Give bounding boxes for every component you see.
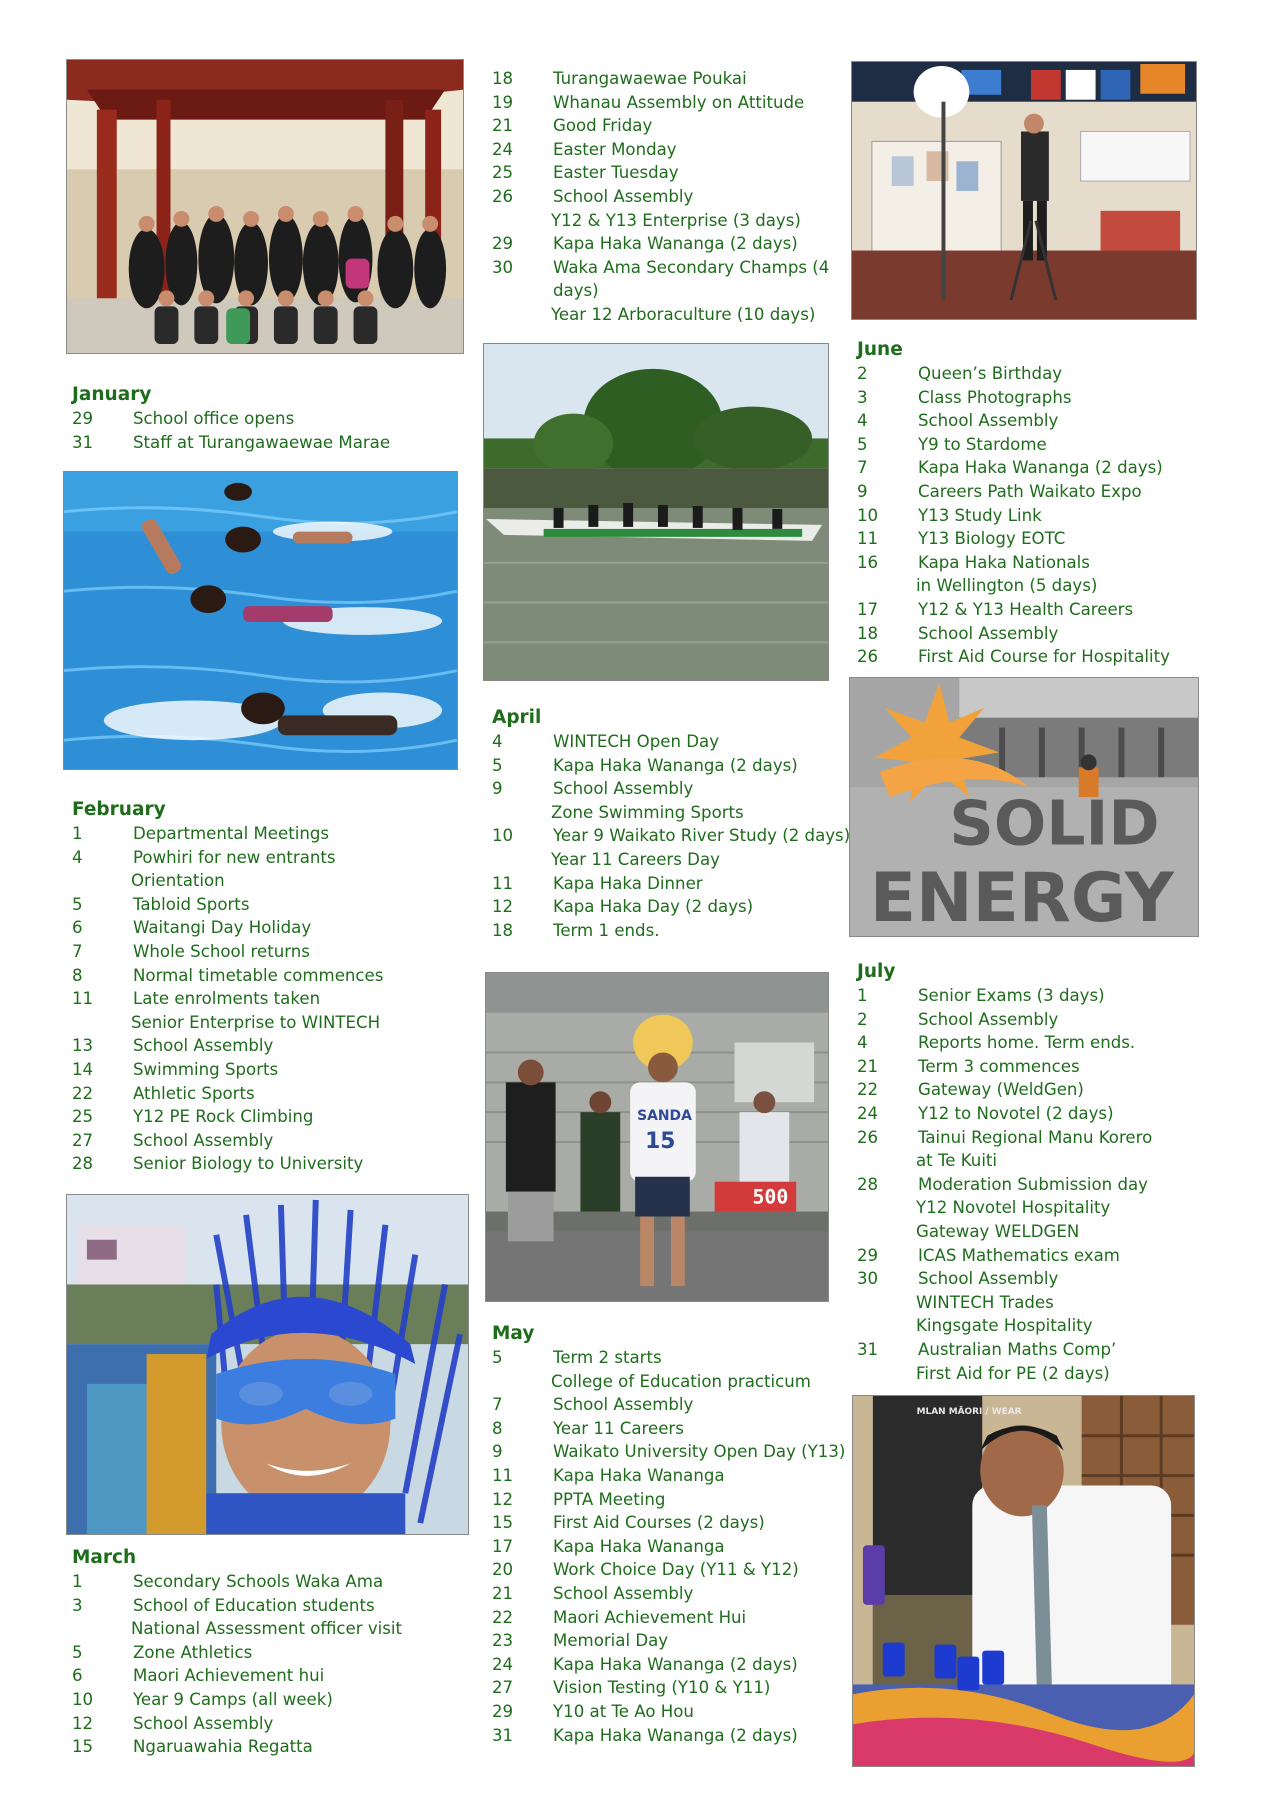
event-text: Careers Path Waikato Expo — [918, 481, 1142, 501]
event-row — [492, 67, 832, 91]
event-row — [72, 964, 452, 988]
event-text: School Assembly — [553, 779, 694, 799]
event-row — [857, 1220, 1217, 1244]
event-text: Normal timetable commences — [133, 965, 384, 985]
event-row — [72, 869, 452, 893]
event-text: Whanau Assembly on Attitude — [553, 92, 805, 112]
event-text: Late enrolments taken — [133, 989, 321, 1009]
month-title-may: May — [492, 1323, 535, 1344]
event-row — [492, 232, 832, 256]
event-day: 3 — [72, 1595, 83, 1615]
event-text: Kapa Haka Wananga (2 days) — [553, 1725, 798, 1745]
event-day: 19 — [492, 92, 514, 112]
event-day: 29 — [857, 1245, 879, 1265]
event-day: 7 — [492, 1395, 503, 1415]
event-text: Whole School returns — [133, 941, 310, 961]
event-row — [72, 916, 452, 940]
event-text: First Aid Course for Hospitality — [918, 647, 1170, 667]
event-day: 25 — [492, 163, 514, 183]
event-day: 2 — [857, 364, 868, 383]
event-day: 12 — [492, 1489, 514, 1509]
july-section — [857, 960, 1217, 1385]
event-row — [492, 1535, 832, 1559]
event-row — [857, 362, 1217, 386]
event-row — [492, 730, 832, 754]
event-row — [72, 1152, 452, 1176]
shirt-number: 15 — [645, 1128, 676, 1154]
event-text: Easter Monday — [553, 139, 677, 159]
event-day: 22 — [857, 1080, 879, 1100]
event-text: Y9 to Stardome — [918, 434, 1047, 454]
event-text: Ngaruawahia Regatta — [133, 1737, 313, 1757]
event-row — [492, 256, 832, 280]
event-text: Queen’s Birthday — [918, 364, 1063, 383]
event-text: Waka Ama Secondary Champs (4 — [553, 257, 830, 277]
event-text: Gateway (WeldGen) — [918, 1080, 1084, 1100]
month-title-july: July — [857, 961, 896, 982]
event-text: Kapa Haka Wananga (2 days) — [553, 755, 798, 775]
event-row — [857, 551, 1217, 575]
event-day: 15 — [492, 1513, 514, 1533]
event-text: Kapa Haka Wananga (2 days) — [553, 234, 798, 254]
event-row — [857, 598, 1217, 622]
event-text: Term 3 commences — [918, 1056, 1080, 1076]
solid-energy-logo-photo — [849, 677, 1199, 937]
event-text: School Assembly — [918, 623, 1059, 643]
event-row — [492, 824, 851, 848]
event-text: Y12 PE Rock Climbing — [133, 1107, 314, 1127]
event-row — [72, 1712, 472, 1736]
march-continued-events — [492, 67, 832, 327]
event-text: Kapa Haka Wananga — [553, 1465, 725, 1485]
event-day: 15 — [72, 1737, 94, 1757]
swimming-photo — [63, 471, 458, 770]
event-text: Easter Tuesday — [553, 163, 679, 183]
event-row — [857, 1031, 1217, 1055]
event-day: 23 — [492, 1631, 514, 1651]
event-text: School Assembly — [918, 1269, 1059, 1289]
event-day: 18 — [857, 623, 879, 643]
event-text: Tabloid Sports — [133, 894, 250, 914]
event-text: days) — [553, 281, 599, 301]
event-text: ICAS Mathematics exam — [918, 1245, 1120, 1265]
event-day: 21 — [492, 116, 514, 136]
event-text: WINTECH Open Day — [553, 732, 720, 751]
event-text: First Aid Courses (2 days) — [553, 1513, 765, 1533]
event-day: 3 — [857, 387, 868, 407]
event-text: School Assembly — [553, 186, 694, 206]
event-row — [857, 1008, 1217, 1032]
event-day: 5 — [72, 894, 83, 914]
event-text: Memorial Day — [553, 1631, 669, 1651]
february-events — [72, 822, 452, 1176]
event-text: School Assembly — [133, 1130, 274, 1150]
event-row — [857, 409, 1217, 433]
event-day: 9 — [492, 1442, 503, 1462]
logo-text-energy: ENERGY — [869, 858, 1174, 936]
event-text: Term 1 ends. — [553, 920, 660, 940]
event-row — [857, 1291, 1217, 1315]
event-row — [492, 114, 832, 138]
event-row — [492, 1440, 846, 1464]
event-row — [492, 1606, 832, 1630]
event-text: Year 12 Arboraculture (10 days) — [551, 304, 816, 324]
event-row — [492, 1370, 832, 1394]
event-row — [72, 1082, 452, 1106]
students-costume-photo — [485, 972, 829, 1302]
event-text: Maori Achievement hui — [133, 1666, 325, 1686]
event-text: Gateway WELDGEN — [916, 1221, 1080, 1241]
event-row — [857, 1055, 1217, 1079]
april-events — [492, 730, 851, 942]
event-text: Maori Achievement Hui — [553, 1607, 747, 1627]
event-text: Departmental Meetings — [133, 824, 330, 843]
shirt-text: SANDA — [637, 1108, 692, 1125]
event-text: Kapa Haka Wananga (2 days) — [553, 1654, 798, 1674]
event-day: 1 — [857, 986, 868, 1005]
event-text: Zone Swimming Sports — [551, 802, 744, 822]
event-text: Tainui Regional Manu Korero — [918, 1127, 1153, 1147]
event-text: Y12 & Y13 Enterprise (3 days) — [551, 210, 801, 230]
event-row — [857, 480, 1217, 504]
event-day: 26 — [857, 1127, 879, 1147]
july-events — [857, 984, 1217, 1385]
event-day: 12 — [72, 1713, 94, 1733]
event-day: 29 — [72, 409, 94, 428]
event-text: Zone Athletics — [133, 1642, 253, 1662]
event-text: WINTECH Trades — [916, 1292, 1054, 1312]
event-day: 7 — [72, 941, 83, 961]
event-row — [492, 1629, 832, 1653]
january-events — [72, 407, 452, 454]
event-text: School Assembly — [918, 411, 1059, 431]
event-day: 30 — [857, 1269, 879, 1289]
february-section — [72, 798, 452, 1176]
event-row — [492, 1488, 832, 1512]
event-row — [72, 1011, 452, 1035]
event-text: Swimming Sports — [133, 1059, 279, 1079]
event-text: School Assembly — [133, 1713, 274, 1733]
event-row — [857, 456, 1217, 480]
event-row — [492, 801, 832, 825]
month-title-june: June — [857, 339, 903, 360]
event-text: in Wellington (5 days) — [916, 576, 1098, 596]
may-section — [492, 1322, 846, 1747]
event-day: 25 — [72, 1107, 94, 1127]
march-continued-section — [492, 67, 832, 327]
event-day: 1 — [72, 1572, 83, 1591]
video-class-photo — [851, 61, 1197, 320]
event-row — [72, 1664, 472, 1688]
june-events — [857, 362, 1217, 669]
event-row — [857, 1314, 1217, 1338]
event-day: 14 — [72, 1059, 94, 1079]
event-row — [72, 431, 452, 455]
event-text: Y10 at Te Ao Hou — [553, 1701, 694, 1721]
event-day: 27 — [492, 1678, 514, 1698]
event-text: Y13 Study Link — [918, 505, 1042, 525]
event-row — [857, 1338, 1217, 1362]
event-day: 5 — [857, 434, 868, 454]
event-row — [492, 1700, 832, 1724]
event-day: 29 — [492, 234, 514, 254]
event-text: Kingsgate Hospitality — [916, 1316, 1093, 1336]
event-text: Vision Testing (Y10 & Y11) — [553, 1678, 771, 1698]
event-row — [492, 303, 832, 327]
event-day: 11 — [72, 989, 94, 1009]
event-text: Secondary Schools Waka Ama — [133, 1572, 384, 1591]
shirt-print-text: MLAN MĀORI / WEAR — [916, 1406, 1022, 1417]
event-text: Term 2 starts — [553, 1348, 662, 1367]
event-day: 7 — [857, 458, 868, 478]
event-day: 27 — [72, 1130, 94, 1150]
event-day: 10 — [72, 1689, 94, 1709]
event-row — [492, 919, 832, 943]
event-day: 28 — [857, 1174, 879, 1194]
event-day: 9 — [857, 481, 868, 501]
event-day: 4 — [857, 1033, 868, 1053]
event-text: Moderation Submission day — [918, 1174, 1148, 1194]
event-text: School Assembly — [133, 1036, 274, 1056]
event-day: 24 — [492, 1654, 514, 1674]
event-day: 8 — [492, 1418, 503, 1438]
event-day: 8 — [72, 965, 83, 985]
event-text: Turangawaewae Poukai — [553, 69, 747, 88]
event-row — [492, 1417, 832, 1441]
event-row — [72, 846, 452, 870]
event-text: Australian Maths Comp’ — [918, 1339, 1117, 1359]
event-day: 5 — [72, 1642, 83, 1662]
event-row — [72, 1688, 472, 1712]
march-section — [72, 1546, 472, 1759]
event-day: 9 — [492, 779, 503, 799]
event-text: Senior Exams (3 days) — [918, 986, 1105, 1005]
event-text: PPTA Meeting — [553, 1489, 666, 1509]
event-day: 6 — [72, 1666, 83, 1686]
event-row — [857, 504, 1217, 528]
event-day: 21 — [857, 1056, 879, 1076]
event-row — [492, 1676, 832, 1700]
event-text: Kapa Haka Day (2 days) — [553, 897, 754, 917]
event-row — [492, 1558, 832, 1582]
event-day: 31 — [492, 1725, 514, 1745]
event-day: 10 — [857, 505, 879, 525]
event-text: Y12 & Y13 Health Careers — [918, 599, 1134, 619]
event-row — [72, 1058, 452, 1082]
event-row — [857, 574, 1217, 598]
event-text: Reports home. Term ends. — [918, 1033, 1136, 1053]
event-text: Orientation — [131, 871, 225, 891]
event-row — [492, 1582, 832, 1606]
event-day: 24 — [492, 139, 514, 159]
event-row — [72, 407, 452, 431]
june-section — [857, 338, 1217, 669]
event-row — [492, 1346, 832, 1370]
month-title-february: February — [72, 799, 166, 820]
event-row — [857, 433, 1217, 457]
event-row — [492, 872, 832, 896]
event-text: School Assembly — [553, 1395, 694, 1415]
event-day: 1 — [72, 824, 83, 843]
cup-stacking-photo — [852, 1395, 1195, 1767]
event-text: Year 11 Careers Day — [551, 849, 720, 869]
event-row — [857, 984, 1217, 1008]
month-title-march: March — [72, 1547, 137, 1568]
event-day: 11 — [492, 1465, 514, 1485]
event-row — [72, 1034, 452, 1058]
event-row — [72, 987, 452, 1011]
event-text: School Assembly — [553, 1583, 694, 1603]
event-text: Senior Biology to University — [133, 1154, 364, 1174]
event-text: Senior Enterprise to WINTECH — [131, 1012, 381, 1032]
event-row — [857, 386, 1217, 410]
event-row — [857, 1149, 1217, 1173]
month-title-january: January — [72, 384, 152, 405]
event-text: Year 9 Waikato River Study (2 days) — [553, 826, 851, 846]
event-day: 2 — [857, 1009, 868, 1029]
event-day: 13 — [72, 1036, 94, 1056]
event-row — [492, 1393, 832, 1417]
event-day: 22 — [72, 1083, 94, 1103]
event-day: 28 — [72, 1154, 94, 1174]
event-text: Y12 Novotel Hospitality — [916, 1198, 1111, 1218]
event-day: 22 — [492, 1607, 514, 1627]
event-row — [492, 138, 832, 162]
event-day: 30 — [492, 257, 514, 277]
event-row — [857, 622, 1217, 646]
event-day: 31 — [857, 1339, 879, 1359]
event-row — [492, 1724, 832, 1748]
event-text: Kapa Haka Wananga (2 days) — [918, 458, 1163, 478]
event-row — [492, 1511, 832, 1535]
event-day: 31 — [72, 432, 94, 452]
event-row — [492, 777, 832, 801]
event-day: 11 — [492, 873, 514, 893]
event-row — [72, 1570, 472, 1594]
event-day: 17 — [492, 1536, 514, 1556]
event-day: 16 — [857, 552, 879, 572]
event-day: 26 — [857, 647, 879, 667]
event-text: Kapa Haka Dinner — [553, 873, 703, 893]
event-row — [492, 1464, 832, 1488]
event-row — [72, 1641, 472, 1665]
march-events — [72, 1570, 472, 1759]
staff-group-photo — [66, 59, 464, 354]
logo-text-solid: SOLID — [949, 787, 1160, 860]
blue-mask-photo — [66, 1194, 469, 1535]
waka-ama-photo — [483, 343, 829, 681]
event-day: 17 — [857, 599, 879, 619]
event-text: Work Choice Day (Y11 & Y12) — [553, 1560, 799, 1580]
event-text: Powhiri for new entrants — [133, 847, 336, 867]
scoreboard-text: 500 — [752, 1185, 789, 1209]
event-row — [492, 848, 832, 872]
event-row — [857, 527, 1217, 551]
event-row — [857, 1126, 1217, 1150]
event-row — [857, 1078, 1217, 1102]
event-row — [857, 645, 1217, 669]
event-text: College of Education practicum — [551, 1371, 811, 1391]
event-text: Year 11 Careers — [553, 1418, 684, 1438]
event-day: 20 — [492, 1560, 514, 1580]
event-text: Kapa Haka Nationals — [918, 552, 1090, 572]
event-row — [857, 1173, 1217, 1197]
event-text: School office opens — [133, 409, 295, 428]
event-day: 4 — [72, 847, 83, 867]
event-text: at Te Kuiti — [916, 1151, 998, 1171]
event-row — [857, 1362, 1217, 1386]
event-day: 18 — [492, 920, 514, 940]
event-row — [857, 1267, 1217, 1291]
event-text: School Assembly — [918, 1009, 1059, 1029]
event-row — [72, 1594, 472, 1618]
event-day: 21 — [492, 1583, 514, 1603]
event-row — [857, 1102, 1217, 1126]
event-row — [72, 893, 452, 917]
event-row — [492, 185, 832, 209]
event-row — [72, 940, 452, 964]
event-day: 4 — [492, 732, 503, 751]
event-text: Waikato University Open Day (Y13) — [553, 1442, 846, 1462]
event-text: Class Photographs — [918, 387, 1072, 407]
event-row — [492, 91, 832, 115]
january-section — [72, 383, 452, 454]
event-text: Athletic Sports — [133, 1083, 255, 1103]
event-day: 29 — [492, 1701, 514, 1721]
event-text: National Assessment officer visit — [131, 1619, 403, 1639]
event-row — [72, 1735, 472, 1759]
event-row — [492, 279, 832, 303]
event-day: 24 — [857, 1103, 879, 1123]
event-day: 11 — [857, 529, 879, 549]
event-row — [72, 1617, 472, 1641]
event-text: Good Friday — [553, 116, 653, 136]
april-section — [492, 706, 851, 942]
event-text: Staff at Turangawaewae Marae — [133, 432, 391, 452]
event-row — [492, 754, 832, 778]
event-text: Kapa Haka Wananga — [553, 1536, 725, 1556]
event-text: School of Education students — [133, 1595, 375, 1615]
event-row — [492, 161, 832, 185]
event-day: 18 — [492, 69, 514, 88]
event-row — [857, 1196, 1217, 1220]
event-day: 10 — [492, 826, 514, 846]
event-text: Y13 Biology EOTC — [918, 529, 1066, 549]
event-day: 26 — [492, 186, 514, 206]
event-day: 6 — [72, 918, 83, 938]
event-row — [72, 822, 452, 846]
may-events — [492, 1346, 846, 1747]
event-row — [72, 1129, 452, 1153]
event-text: Year 9 Camps (all week) — [133, 1689, 333, 1709]
event-row — [72, 1105, 452, 1129]
event-row — [492, 895, 832, 919]
event-row — [857, 1244, 1217, 1268]
month-title-april: April — [492, 707, 542, 728]
event-row — [492, 1653, 832, 1677]
event-day: 4 — [857, 411, 868, 431]
event-day: 12 — [492, 897, 514, 917]
event-text: Y12 to Novotel (2 days) — [918, 1103, 1114, 1123]
event-text: Waitangi Day Holiday — [133, 918, 312, 938]
event-day: 5 — [492, 755, 503, 775]
event-text: First Aid for PE (2 days) — [916, 1363, 1110, 1383]
event-day: 5 — [492, 1348, 503, 1367]
event-row — [492, 209, 832, 233]
